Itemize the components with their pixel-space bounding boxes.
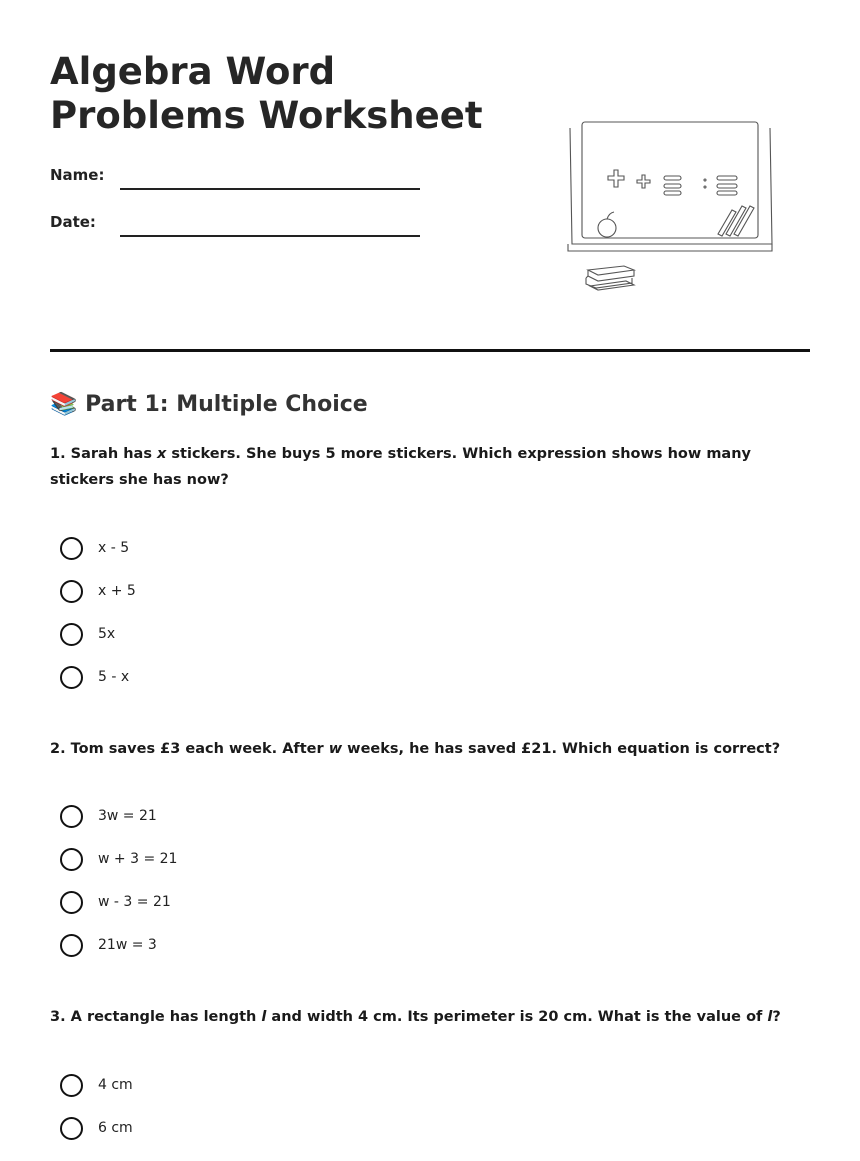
- books-icon: 📚: [50, 392, 78, 417]
- section-divider: [50, 349, 810, 352]
- worksheet-title: Algebra Word Problems Worksheet: [50, 50, 483, 137]
- question-1: 1. Sarah has x stickers. She buys 5 more stickers. Which expression shows how many stickers she has now?: [50, 446, 751, 488]
- name-field[interactable]: [120, 172, 420, 190]
- books-stack-icon: [586, 266, 634, 290]
- equals-symbol-icon: [664, 176, 681, 195]
- option-1a[interactable]: x - 5: [60, 536, 129, 560]
- equals-symbol-icon: [717, 176, 737, 195]
- option-3a[interactable]: 4 cm: [60, 1073, 133, 1097]
- radio-button[interactable]: [60, 934, 83, 957]
- radio-button[interactable]: [60, 580, 83, 603]
- option-2d[interactable]: 21w = 3: [60, 933, 157, 957]
- option-2b[interactable]: w + 3 = 21: [60, 847, 177, 871]
- chalkboard-illustration: [562, 118, 782, 302]
- option-1d[interactable]: 5 - x: [60, 665, 129, 689]
- date-field[interactable]: [120, 219, 420, 237]
- option-1b[interactable]: x + 5: [60, 579, 136, 603]
- section-title: Part 1: Multiple Choice: [85, 392, 368, 417]
- option-2a[interactable]: 3w = 21: [60, 804, 157, 828]
- radio-button[interactable]: [60, 537, 83, 560]
- question-2: 2. Tom saves £3 each week. After w weeks, he has saved £21. Which equation is correct?: [50, 741, 781, 757]
- option-1c[interactable]: 5x: [60, 622, 115, 646]
- option-3b[interactable]: 6 cm: [60, 1116, 133, 1140]
- date-label: Date:: [50, 213, 96, 231]
- name-label: Name:: [50, 166, 105, 184]
- option-2c[interactable]: w - 3 = 21: [60, 890, 171, 914]
- radio-button[interactable]: [60, 1117, 83, 1140]
- divide-symbol-icon: [704, 179, 706, 188]
- radio-button[interactable]: [60, 805, 83, 828]
- radio-button[interactable]: [60, 623, 83, 646]
- plus-symbol-icon: [637, 175, 650, 188]
- plus-symbol-icon: [608, 170, 624, 187]
- section-heading: [50, 390, 368, 420]
- apple-icon: [598, 212, 616, 237]
- radio-button[interactable]: [60, 848, 83, 871]
- radio-button[interactable]: [60, 666, 83, 689]
- radio-button[interactable]: [60, 1074, 83, 1097]
- question-3: 3. A rectangle has length l and width 4 cm. Its perimeter is 20 cm. What is the value of l?: [50, 1009, 781, 1025]
- radio-button[interactable]: [60, 891, 83, 914]
- pencils-icon: [718, 206, 754, 236]
